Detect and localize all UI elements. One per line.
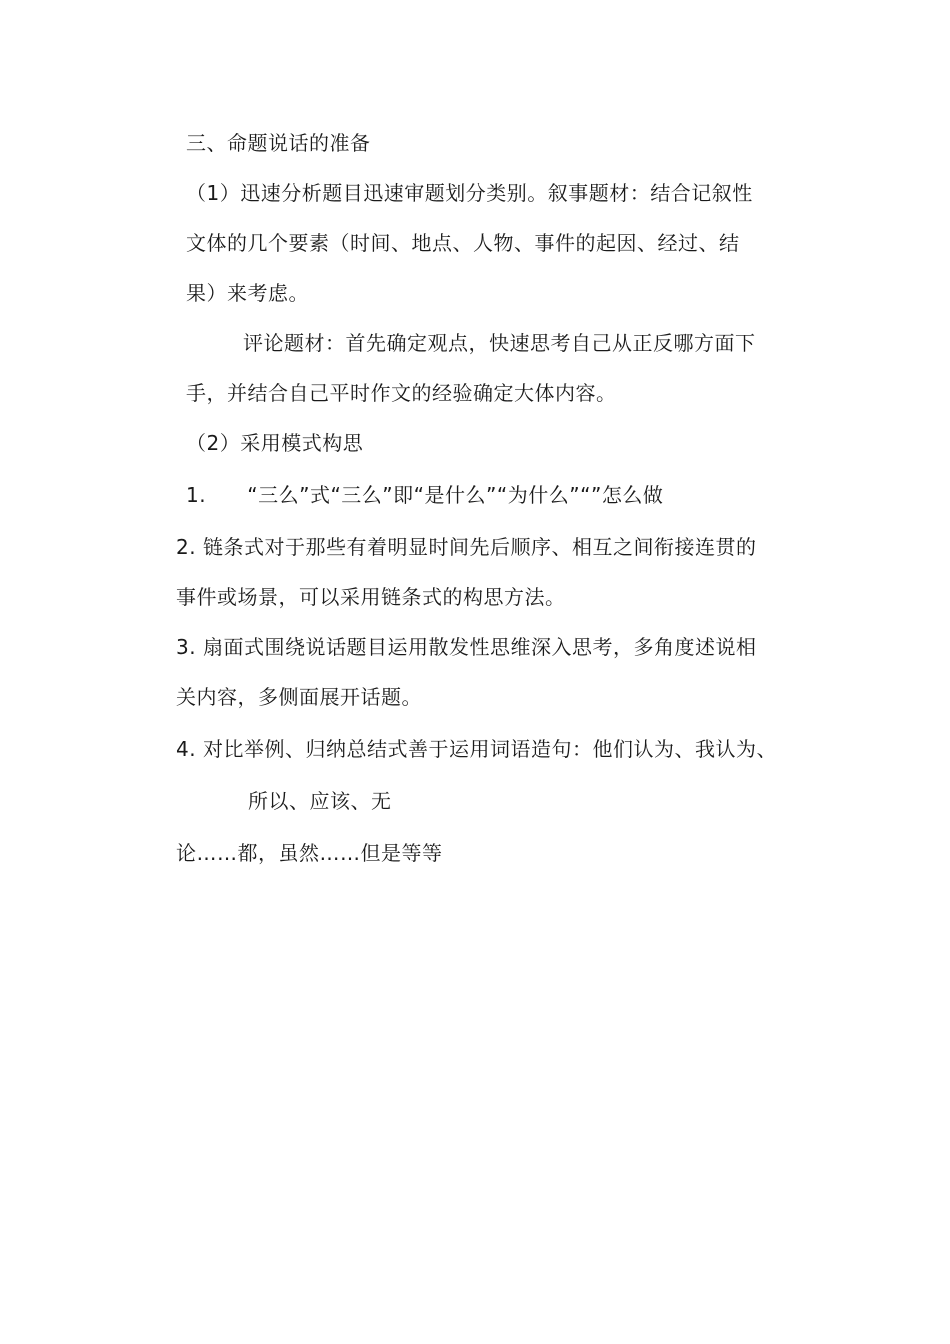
paragraph-line: 果）来考虑。 [186,281,309,305]
list-item: 3. 扇面式围绕说话题目运用散发性思维深入思考，多角度述说相 [176,635,757,659]
paragraph-line: 事件或场景，可以采用链条式的构思方法。 [176,585,566,609]
paragraph-line: （1）迅速分析题目迅速审题划分类别。叙事题材：结合记叙性 [186,181,753,205]
paragraph-line: 评论题材：首先确定观点，快速思考自己从正反哪方面下 [243,331,756,355]
paragraph-line: 论……都，虽然……但是等等 [176,841,443,865]
paragraph-line: 文体的几个要素（时间、地点、人物、事件的起因、经过、结 [186,231,740,255]
paragraph-line: （2）采用模式构思 [186,431,364,455]
section-heading: 三、命题说话的准备 [186,131,371,155]
paragraph-line: 关内容，多侧面展开话题。 [176,685,422,709]
paragraph-line: 所以、应该、无 [248,789,392,813]
list-item: 4. 对比举例、归纳总结式善于运用词语造句：他们认为、我认为、 [176,737,777,761]
list-item: 1. “三么”式“三么”即“是什么”“为什么”“”怎么做 [186,483,664,507]
paragraph-line: 手，并结合自己平时作文的经验确定大体内容。 [186,381,617,405]
list-item: 2. 链条式对于那些有着明显时间先后顺序、相互之间衔接连贯的 [176,535,757,559]
